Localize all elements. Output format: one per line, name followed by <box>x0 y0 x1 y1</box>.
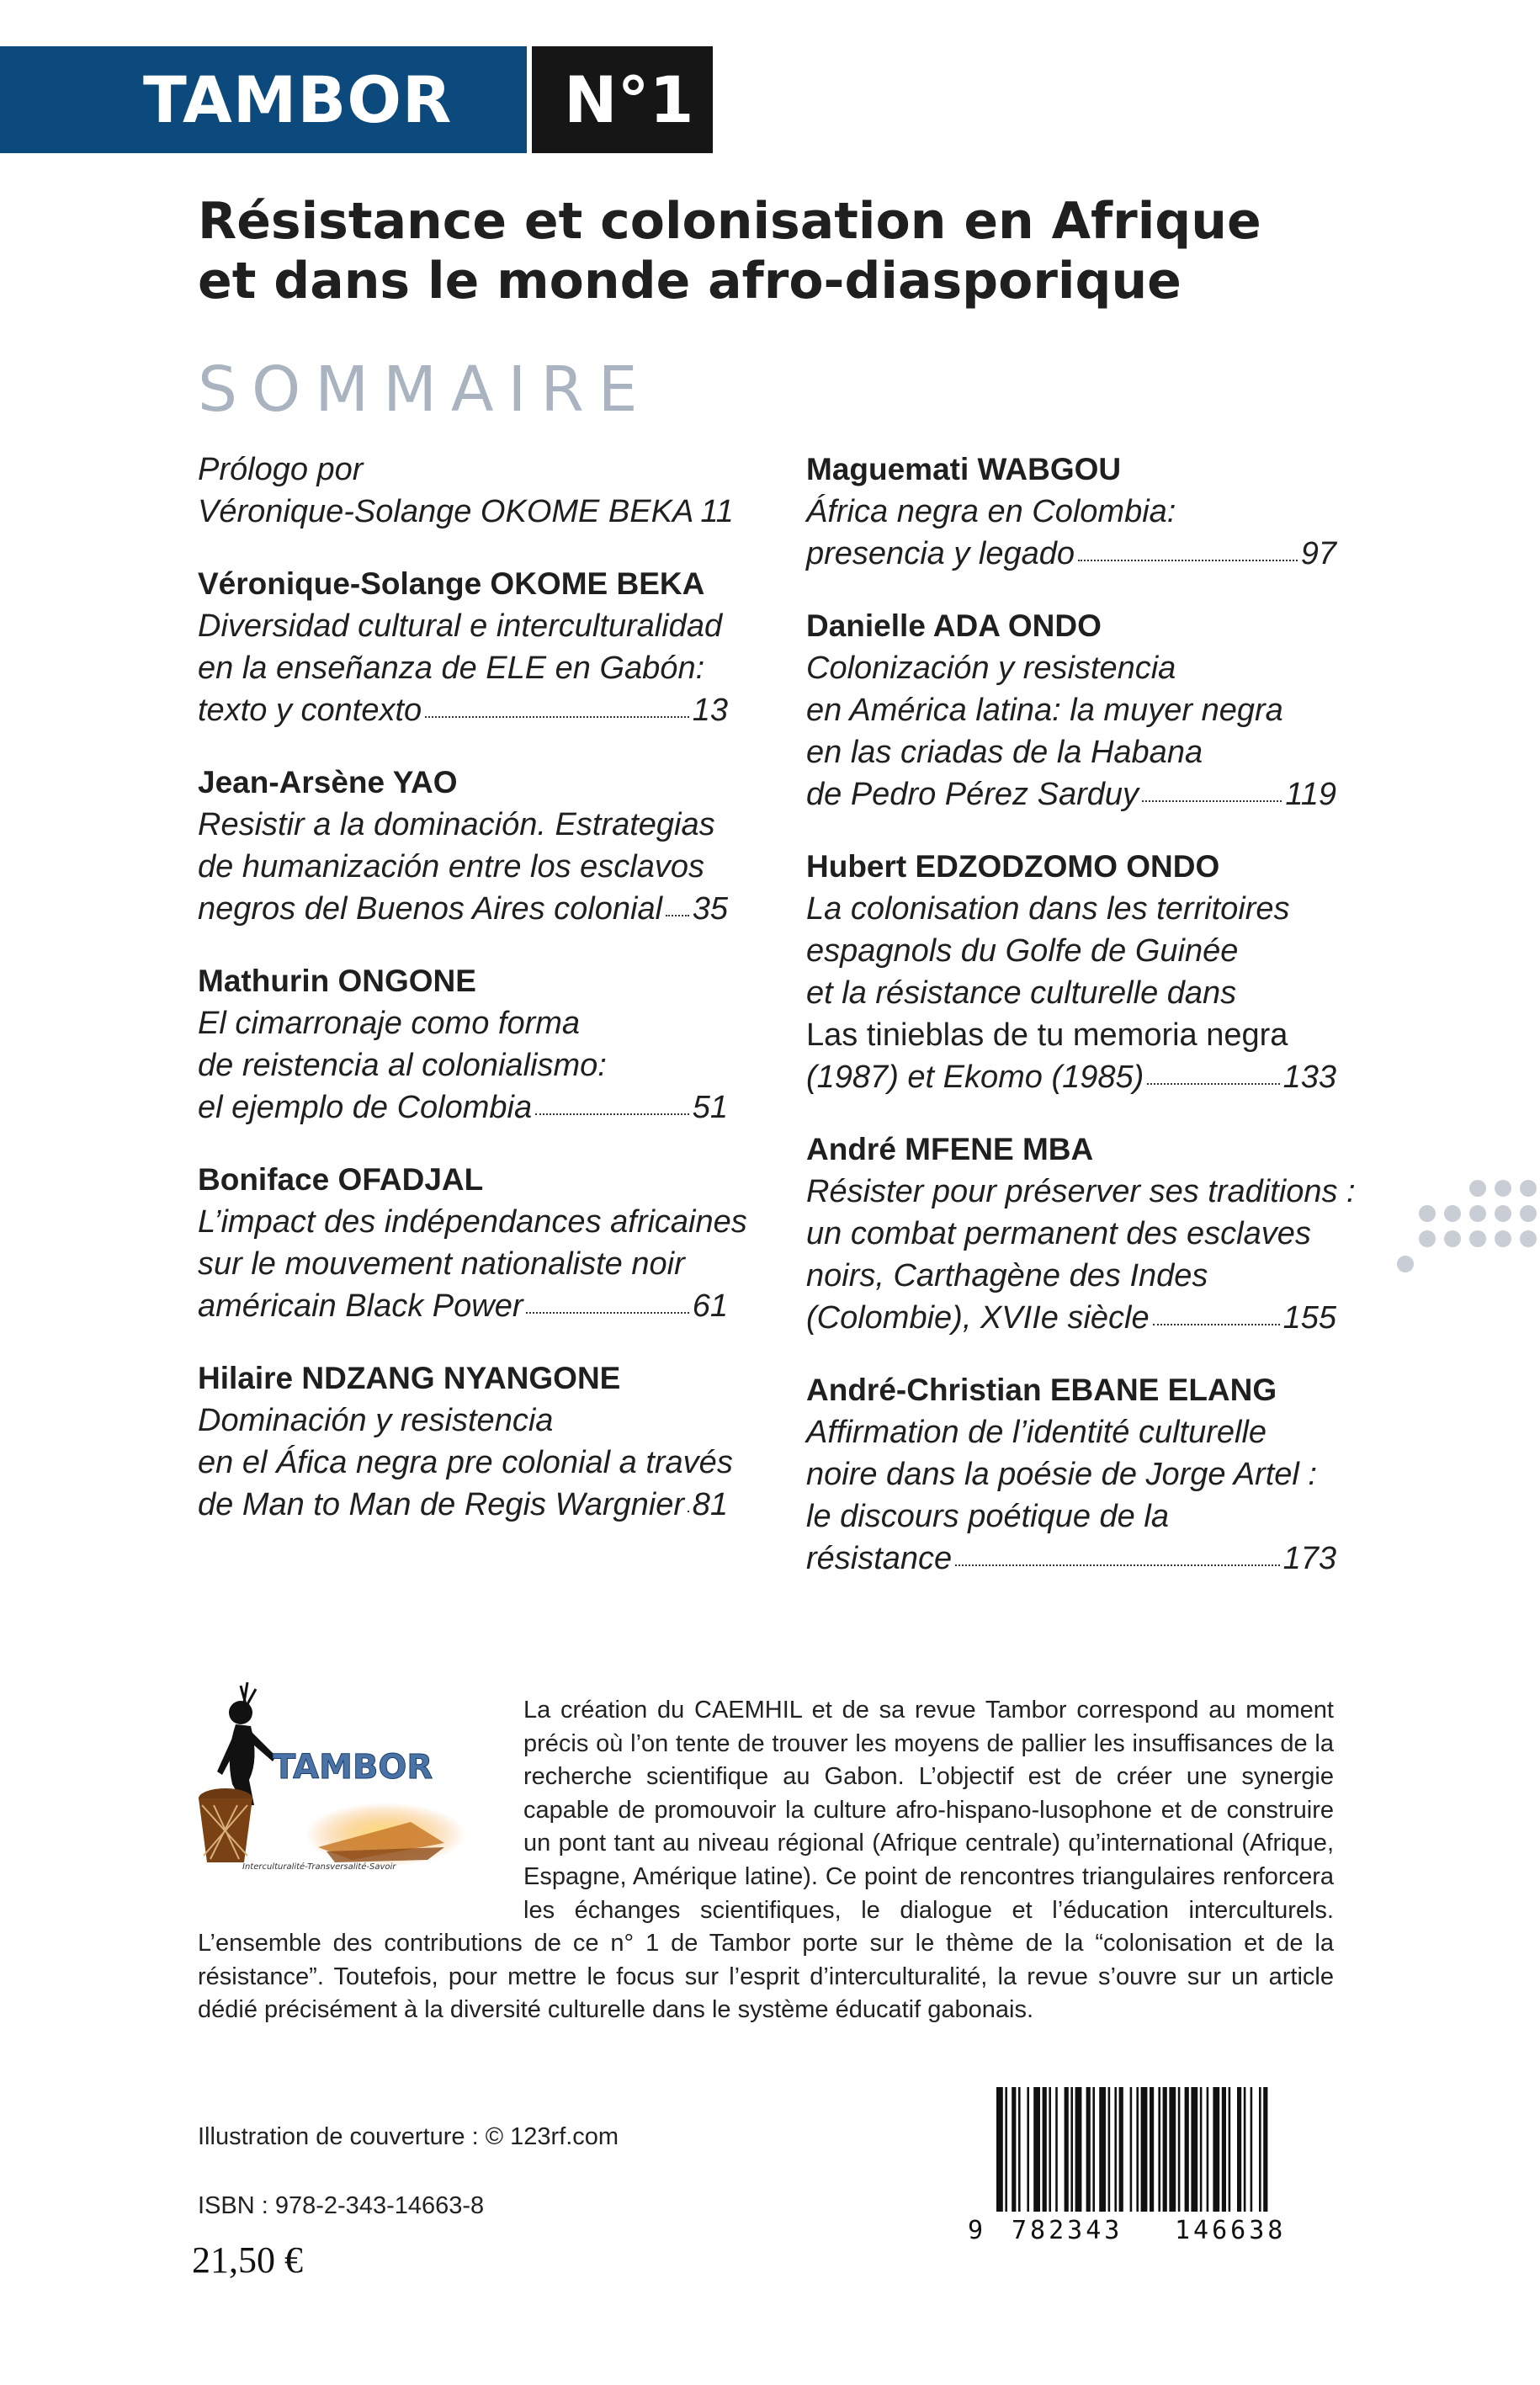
toc-author: Mathurin ONGONE <box>198 964 476 998</box>
toc-author: Boniface OFADJAL <box>198 1162 484 1197</box>
dot-leader <box>1078 560 1298 561</box>
toc-right-column <box>806 449 1356 1610</box>
decorative-dot <box>1469 1230 1486 1247</box>
cover-credit: Illustration de couverture : © 123rf.com <box>198 2123 619 2150</box>
logo-spacer <box>198 1694 523 1894</box>
toc-author: Véronique-Solange OKOME BEKA <box>198 566 705 601</box>
decorative-dot <box>1419 1230 1436 1247</box>
toc-last-line <box>198 1285 728 1327</box>
toc-last-line <box>198 1484 728 1526</box>
toc-author: Danielle ADA ONDO <box>806 608 1102 643</box>
toc-title-line: noire dans la poésie de Jorge Artel : <box>806 1457 1317 1492</box>
decorative-dot <box>1495 1180 1511 1197</box>
toc-author: Jean-Arsène YAO <box>198 765 458 799</box>
toc-last-text: presencia y legado <box>806 536 1075 571</box>
page-number: 119 <box>1285 777 1336 812</box>
toc-title-line: en la enseñanza de ELE en Gabón: <box>198 651 705 686</box>
decorative-dot <box>1520 1180 1537 1197</box>
toc-author: Hubert EDZODZOMO ONDO <box>806 849 1220 884</box>
dot-leader <box>666 915 689 916</box>
toc-title-line: en las criadas de la Habana <box>806 735 1203 770</box>
logo-wordmark: TAMBOR <box>273 1748 433 1787</box>
toc-title-line: le discours poétique de la <box>806 1499 1169 1534</box>
toc-author: André MFENE MBA <box>806 1132 1094 1166</box>
barcode <box>959 2087 1338 2247</box>
barcode-digits-group1: 782343 <box>1012 2216 1123 2245</box>
title-line-2: et dans le monde afro-diasporique <box>198 252 1182 311</box>
toc-last-line <box>198 888 728 930</box>
decorative-dot <box>1495 1230 1511 1247</box>
page-number: 35 <box>692 891 728 927</box>
toc-left-column <box>198 449 747 1556</box>
toc-last-text: de Pedro Pérez Sarduy <box>806 777 1139 812</box>
isbn: ISBN : 978-2-343-14663-8 <box>198 2192 485 2219</box>
toc-last-line <box>198 1086 728 1129</box>
toc-last-text: résistance <box>806 1541 953 1576</box>
dot-leader <box>955 1564 1279 1566</box>
decorative-dot <box>1397 1256 1414 1272</box>
decorative-dot <box>1520 1230 1537 1247</box>
dot-leader <box>1142 800 1282 802</box>
toc-last-text: negros del Buenos Aires colonial <box>198 891 663 927</box>
page-number: 173 <box>1282 1541 1336 1576</box>
toc-last-line <box>806 773 1336 815</box>
page-number: 133 <box>1282 1060 1336 1095</box>
page-number: 11 <box>700 494 734 529</box>
toc-entry <box>198 762 728 930</box>
toc-title-line: Colonización y resistencia <box>806 651 1176 686</box>
toc-last-line <box>806 1297 1336 1339</box>
page-number: 97 <box>1300 536 1336 571</box>
toc-title-line: La colonisation dans les territoires <box>806 891 1290 927</box>
title-line-1: Résistance et colonisation en Afrique <box>198 192 1261 251</box>
logo-tagline: Interculturalité-Transversalité-Savoir <box>242 1862 396 1872</box>
issue-number: N°1 <box>564 62 694 137</box>
toc-last-line <box>806 1056 1336 1098</box>
toc-entry <box>198 960 728 1129</box>
toc-title-line: Diversidad cultural e interculturalidad <box>198 608 723 644</box>
toc-title-line: Résister pour préserver ses traditions : <box>806 1174 1356 1209</box>
page-number: 61 <box>692 1288 728 1324</box>
toc-entry <box>806 846 1336 1098</box>
toc-last-line <box>198 689 728 731</box>
toc-title-line: noirs, Carthagène des Indes <box>806 1258 1208 1293</box>
toc-title-line: Prólogo por <box>198 452 364 487</box>
toc-title-line: Affirmation de l’identité culturelle <box>806 1415 1267 1450</box>
page-number: 51 <box>692 1090 728 1125</box>
toc-last-text: texto y contexto <box>198 693 422 728</box>
dot-leader <box>688 1511 689 1512</box>
toc-title-line: de humanización entre los esclavos <box>198 849 705 884</box>
toc-title-line: espagnols du Golfe de Guinée <box>806 933 1239 969</box>
description-text: La création du CAEMHIL et de sa revue Tambor correspond au moment précis où l’on tente de trouver les moyens de pallier les insuffisances de la recherche scientifique au Gabon. L’objectif est de créer une synergie capable de promouvoir la culture afro-hispano-lusophone et de construire un pont tant au niveau régional (Afrique centrale) qu’international (Afrique, Espagne, Amérique latine). Ce point de rencontres triangulaires renforcera les échanges scientifiques, le dialogue et l’éducation interculturels. L’ensemble des contributions de ce n° 1 de Tambor porte sur le thème de la “colonisation et de la résistance”. Toutefois, pour mettre le focus sur l’esprit d’interculturalité, la revue s’ouvre sur un article dédié précisément à la diversité culturelle dans le système éducatif gabonais. <box>198 1697 1334 2024</box>
barcode-digit-first: 9 <box>968 2216 984 2245</box>
series-banner <box>0 46 527 153</box>
decorative-dot <box>1520 1205 1537 1222</box>
toc-last-text: Véronique-Solange OKOME BEKA <box>198 494 694 529</box>
toc-last-text: (Colombie), XVIIe siècle <box>806 1300 1150 1336</box>
toc-title-line: et la résistance culturelle dans <box>806 975 1237 1011</box>
toc-title-line: África negra en Colombia: <box>806 494 1176 529</box>
toc-title-line: Dominación y resistencia <box>198 1403 554 1438</box>
toc-entry <box>198 563 728 731</box>
toc-entry <box>806 1129 1356 1339</box>
toc-entry <box>198 1357 733 1526</box>
page-number: 13 <box>692 693 728 728</box>
dot-leader <box>425 716 689 718</box>
toc-last-line <box>806 1538 1336 1580</box>
toc-last-text: el ejemplo de Colombia <box>198 1090 533 1125</box>
toc-title-line: un combat permanent des esclaves <box>806 1216 1311 1251</box>
toc-title-line: L’impact des indépendances africaines <box>198 1204 747 1240</box>
dot-leader <box>526 1312 688 1314</box>
dot-leader <box>1153 1324 1280 1325</box>
sommaire-heading: SOMMAIRE <box>198 353 652 426</box>
toc-title-line: en América latina: la muyer negra <box>806 693 1283 728</box>
toc-entry <box>806 449 1336 575</box>
page-number: 155 <box>1282 1300 1336 1336</box>
price: 21,50 € <box>192 2239 303 2281</box>
toc-title-line: sur le mouvement nationaliste noir <box>198 1246 685 1282</box>
decorative-dot <box>1419 1205 1436 1222</box>
toc-work-title: Las tinieblas de tu memoria negra <box>806 1017 1288 1053</box>
toc-entry <box>198 449 734 533</box>
decorative-dot <box>1444 1230 1461 1247</box>
issue-banner <box>532 46 713 153</box>
toc-last-line <box>198 491 734 533</box>
toc-last-text: (1987) et Ekomo (1985) <box>806 1060 1144 1095</box>
toc-last-line <box>806 533 1336 575</box>
decorative-dots <box>1397 1178 1540 1288</box>
dot-leader <box>535 1113 689 1115</box>
journal-description <box>198 1694 1334 2027</box>
toc-title-line: El cimarronaje como forma <box>198 1006 581 1041</box>
page-number: 81 <box>692 1487 728 1522</box>
toc-author: Maguemati WABGOU <box>806 452 1122 486</box>
decorative-dot <box>1469 1180 1486 1197</box>
decorative-dot <box>1469 1205 1486 1222</box>
decorative-dot <box>1444 1205 1461 1222</box>
series-name: TAMBOR <box>143 62 453 137</box>
decorative-dot <box>1495 1205 1511 1222</box>
barcode-digits-group2: 146638 <box>1175 2216 1287 2245</box>
toc-title-line: en el Áfica negra pre colonial a través <box>198 1445 733 1480</box>
page-title <box>198 192 1460 311</box>
toc-last-text: américain Black Power <box>198 1288 523 1324</box>
dot-leader <box>1147 1083 1279 1085</box>
toc-last-text: de Man to Man de Regis Wargnier <box>198 1487 685 1522</box>
toc-entry <box>806 605 1336 815</box>
toc-entry <box>806 1369 1336 1580</box>
toc-title-line: Resistir a la dominación. Estrategias <box>198 807 715 842</box>
toc-entry <box>198 1159 747 1327</box>
toc-author: Hilaire NDZANG NYANGONE <box>198 1361 621 1395</box>
toc-title-line: de reistencia al colonialismo: <box>198 1048 607 1083</box>
toc-author: André-Christian EBANE ELANG <box>806 1373 1277 1407</box>
